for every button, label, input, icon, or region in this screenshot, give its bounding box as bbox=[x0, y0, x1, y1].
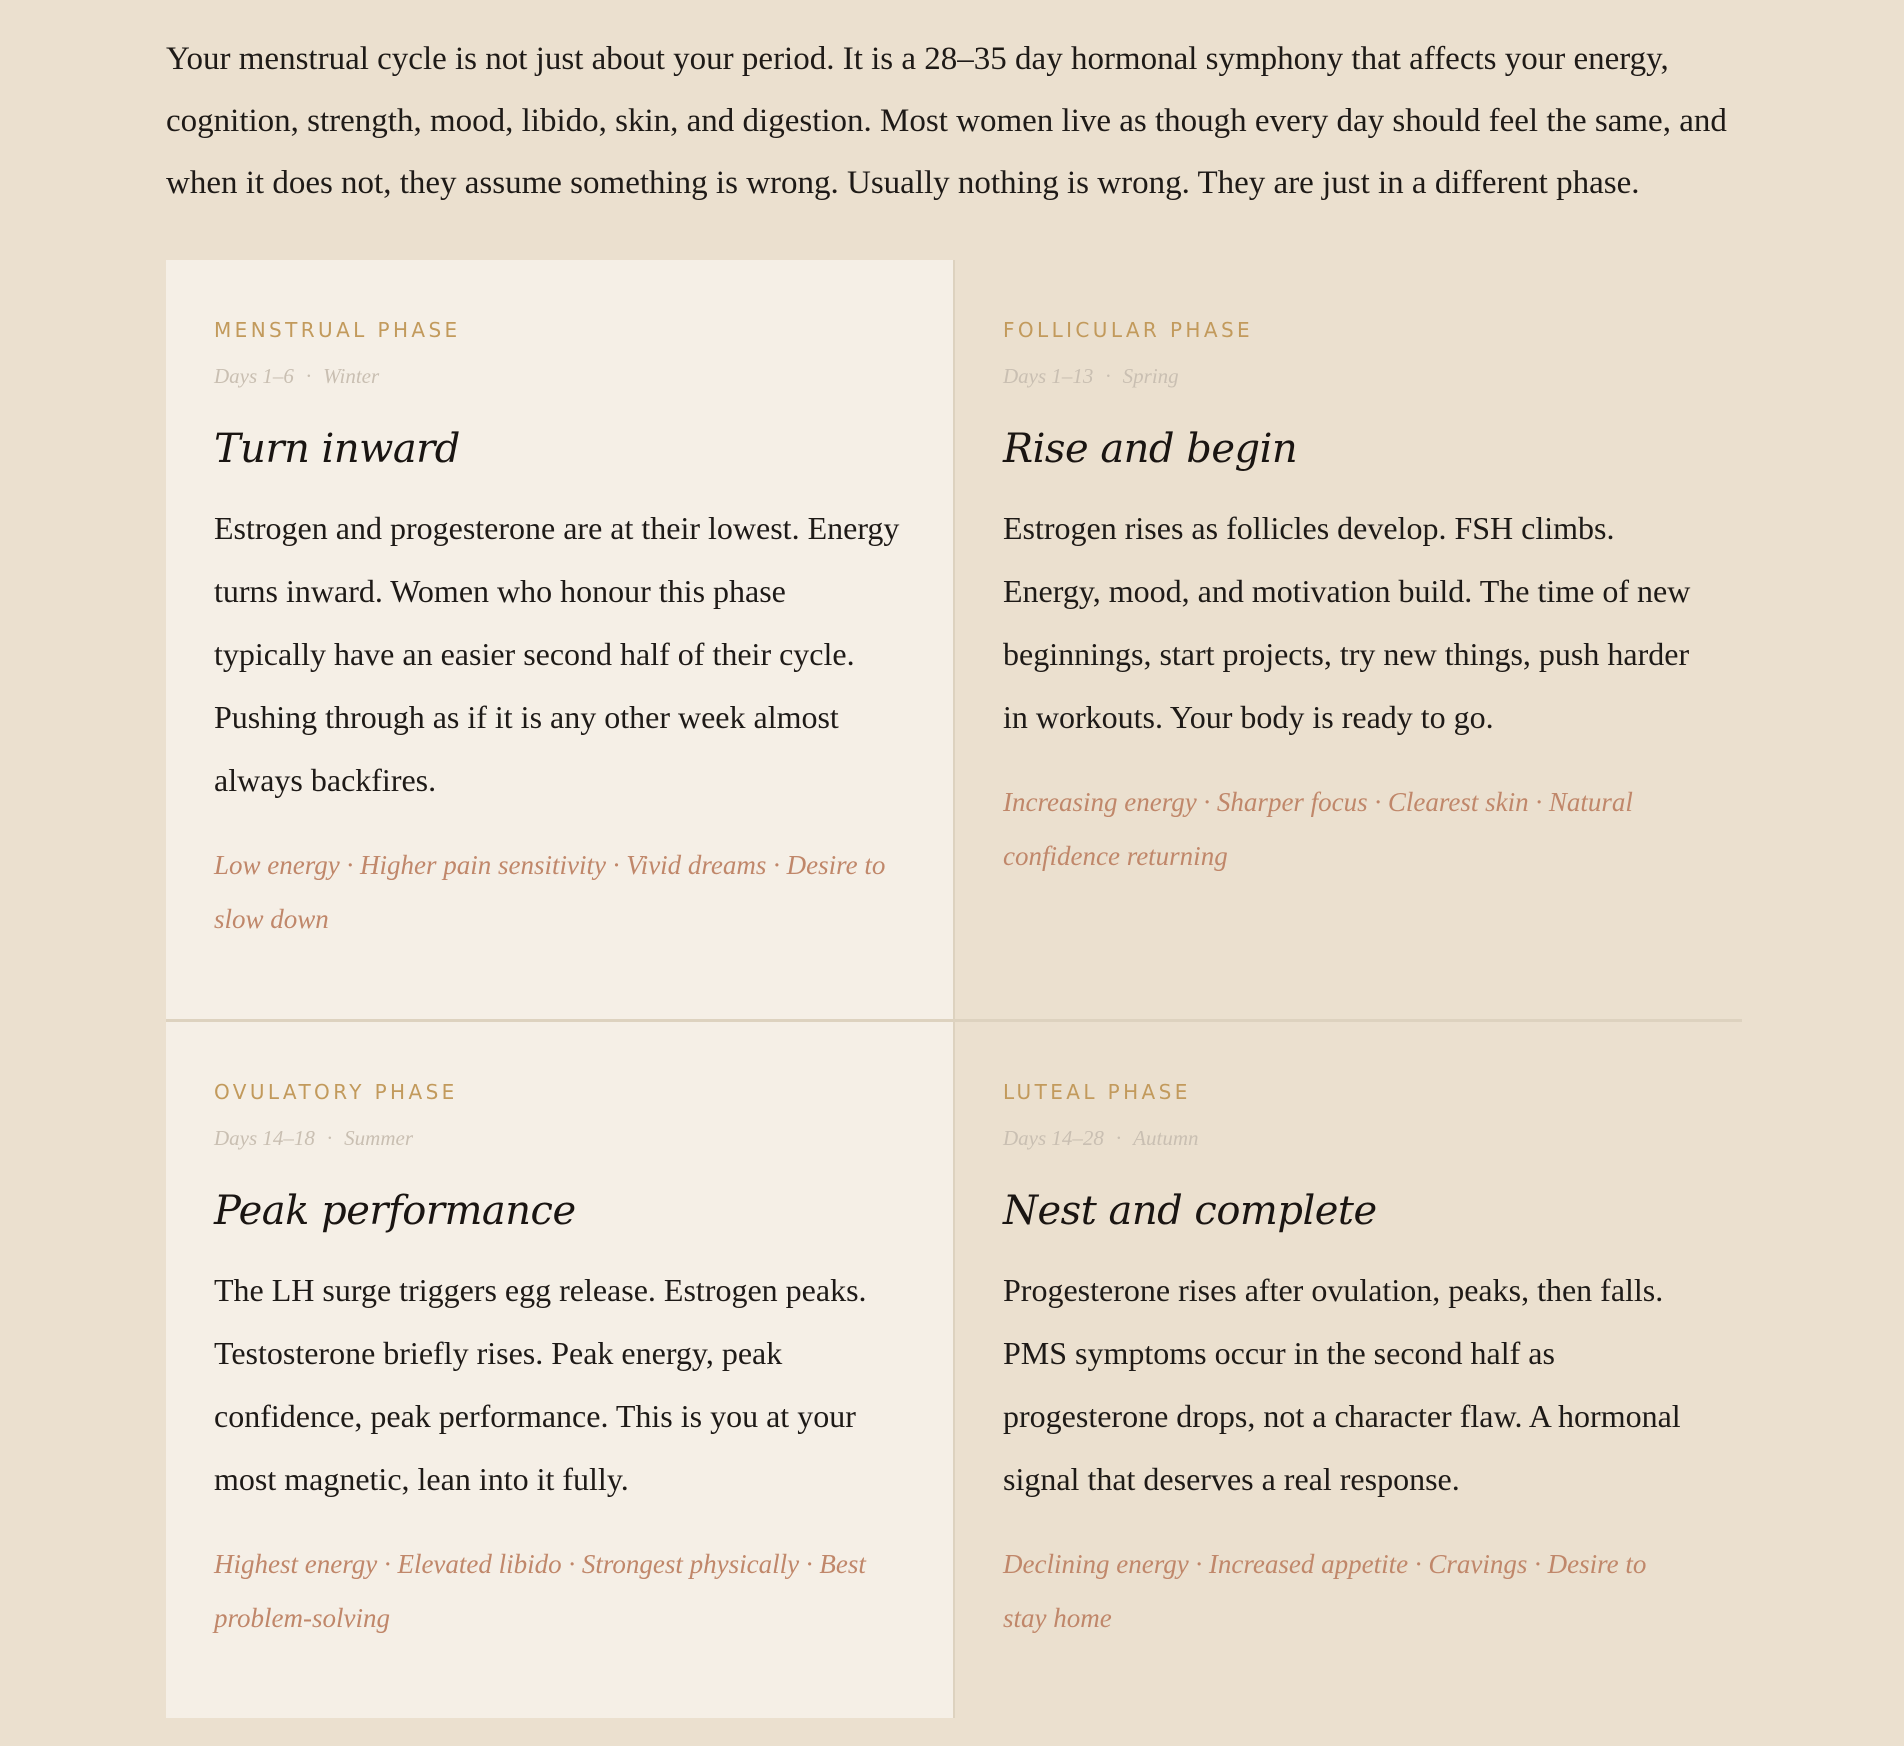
phase-description: Estrogen rises as follicles develop. FSH climbs. Energy, mood, and motivation build. The time of new beginnings, start projects, try new things, push harder in workouts. Your body is ready to go. bbox=[1003, 510, 1691, 735]
phase-description: Estrogen and progesterone are at their lowest. Energy turns inward. Women who honour this phase typically have an easier second half of their cycle. Pushing through as if it is any other week almost always backfires. bbox=[214, 510, 900, 798]
phase-symptoms: Increasing energy · Sharper focus · Clearest skin · Natural confidence returning bbox=[1003, 787, 1633, 871]
phase-meta bbox=[214, 1125, 905, 1151]
phase-title: Nest and complete bbox=[1003, 1188, 1377, 1234]
phase-description: The LH surge triggers egg release. Estrogen peaks. Testosterone briefly rises. Peak energy, peak confidence, peak performance. This is you at your most magnetic, lean into it fully. bbox=[214, 1272, 867, 1497]
meta-separator: · bbox=[326, 1126, 333, 1150]
phase-meta bbox=[1003, 363, 1694, 389]
phase-description: Progesterone rises after ovulation, peaks, then falls. PMS symptoms occur in the second half as progesterone drops, not a character flaw. A hormonal signal that deserves a real response. bbox=[1003, 1272, 1681, 1497]
phase-meta bbox=[214, 363, 905, 389]
phase-card-luteal bbox=[955, 1022, 1742, 1718]
meta-separator: · bbox=[1105, 364, 1111, 388]
phase-meta bbox=[1003, 1125, 1694, 1151]
meta-separator: · bbox=[305, 364, 312, 388]
intro-paragraph: Your menstrual cycle is not just about your period. It is a 28–35 day hormonal symphony that affects your energy, cognition, strength, mood, libido, skin, and digestion. Most women live as though every day should feel the same, and when it does not, they assume something is wrong. Usually nothing is wrong. They are just in a different phase. bbox=[166, 41, 1727, 201]
phase-days: Days 1–13 bbox=[1003, 364, 1094, 388]
phase-label: MENSTRUAL PHASE bbox=[214, 318, 461, 342]
phase-days: Days 14–28 bbox=[1003, 1126, 1104, 1150]
meta-separator: · bbox=[1115, 1126, 1122, 1150]
phase-card-menstrual bbox=[166, 260, 953, 1019]
phase-symptoms: Declining energy · Increased appetite · Cravings · Desire to stay home bbox=[1003, 1549, 1647, 1633]
phase-label: FOLLICULAR PHASE bbox=[1003, 318, 1254, 342]
phase-season: Summer bbox=[344, 1126, 413, 1150]
phase-season: Winter bbox=[323, 364, 380, 388]
phase-title: Peak performance bbox=[214, 1188, 576, 1234]
phase-label: OVULATORY PHASE bbox=[214, 1080, 458, 1104]
phase-season: Spring bbox=[1122, 364, 1179, 388]
phase-days: Days 14–18 bbox=[214, 1126, 315, 1150]
phase-grid bbox=[166, 260, 1742, 1718]
phase-season: Autumn bbox=[1133, 1126, 1199, 1150]
phase-card-ovulatory bbox=[166, 1022, 953, 1718]
phase-symptoms: Highest energy · Elevated libido · Strongest physically · Best problem-solving bbox=[214, 1549, 866, 1633]
phase-title: Turn inward bbox=[214, 426, 460, 472]
phase-title: Rise and begin bbox=[1003, 426, 1298, 472]
phase-days: Days 1–6 bbox=[214, 364, 294, 388]
phase-label: LUTEAL PHASE bbox=[1003, 1080, 1191, 1104]
phase-symptoms: Low energy · Higher pain sensitivity · Vivid dreams · Desire to slow down bbox=[214, 850, 886, 934]
phase-card-follicular bbox=[955, 260, 1742, 1019]
